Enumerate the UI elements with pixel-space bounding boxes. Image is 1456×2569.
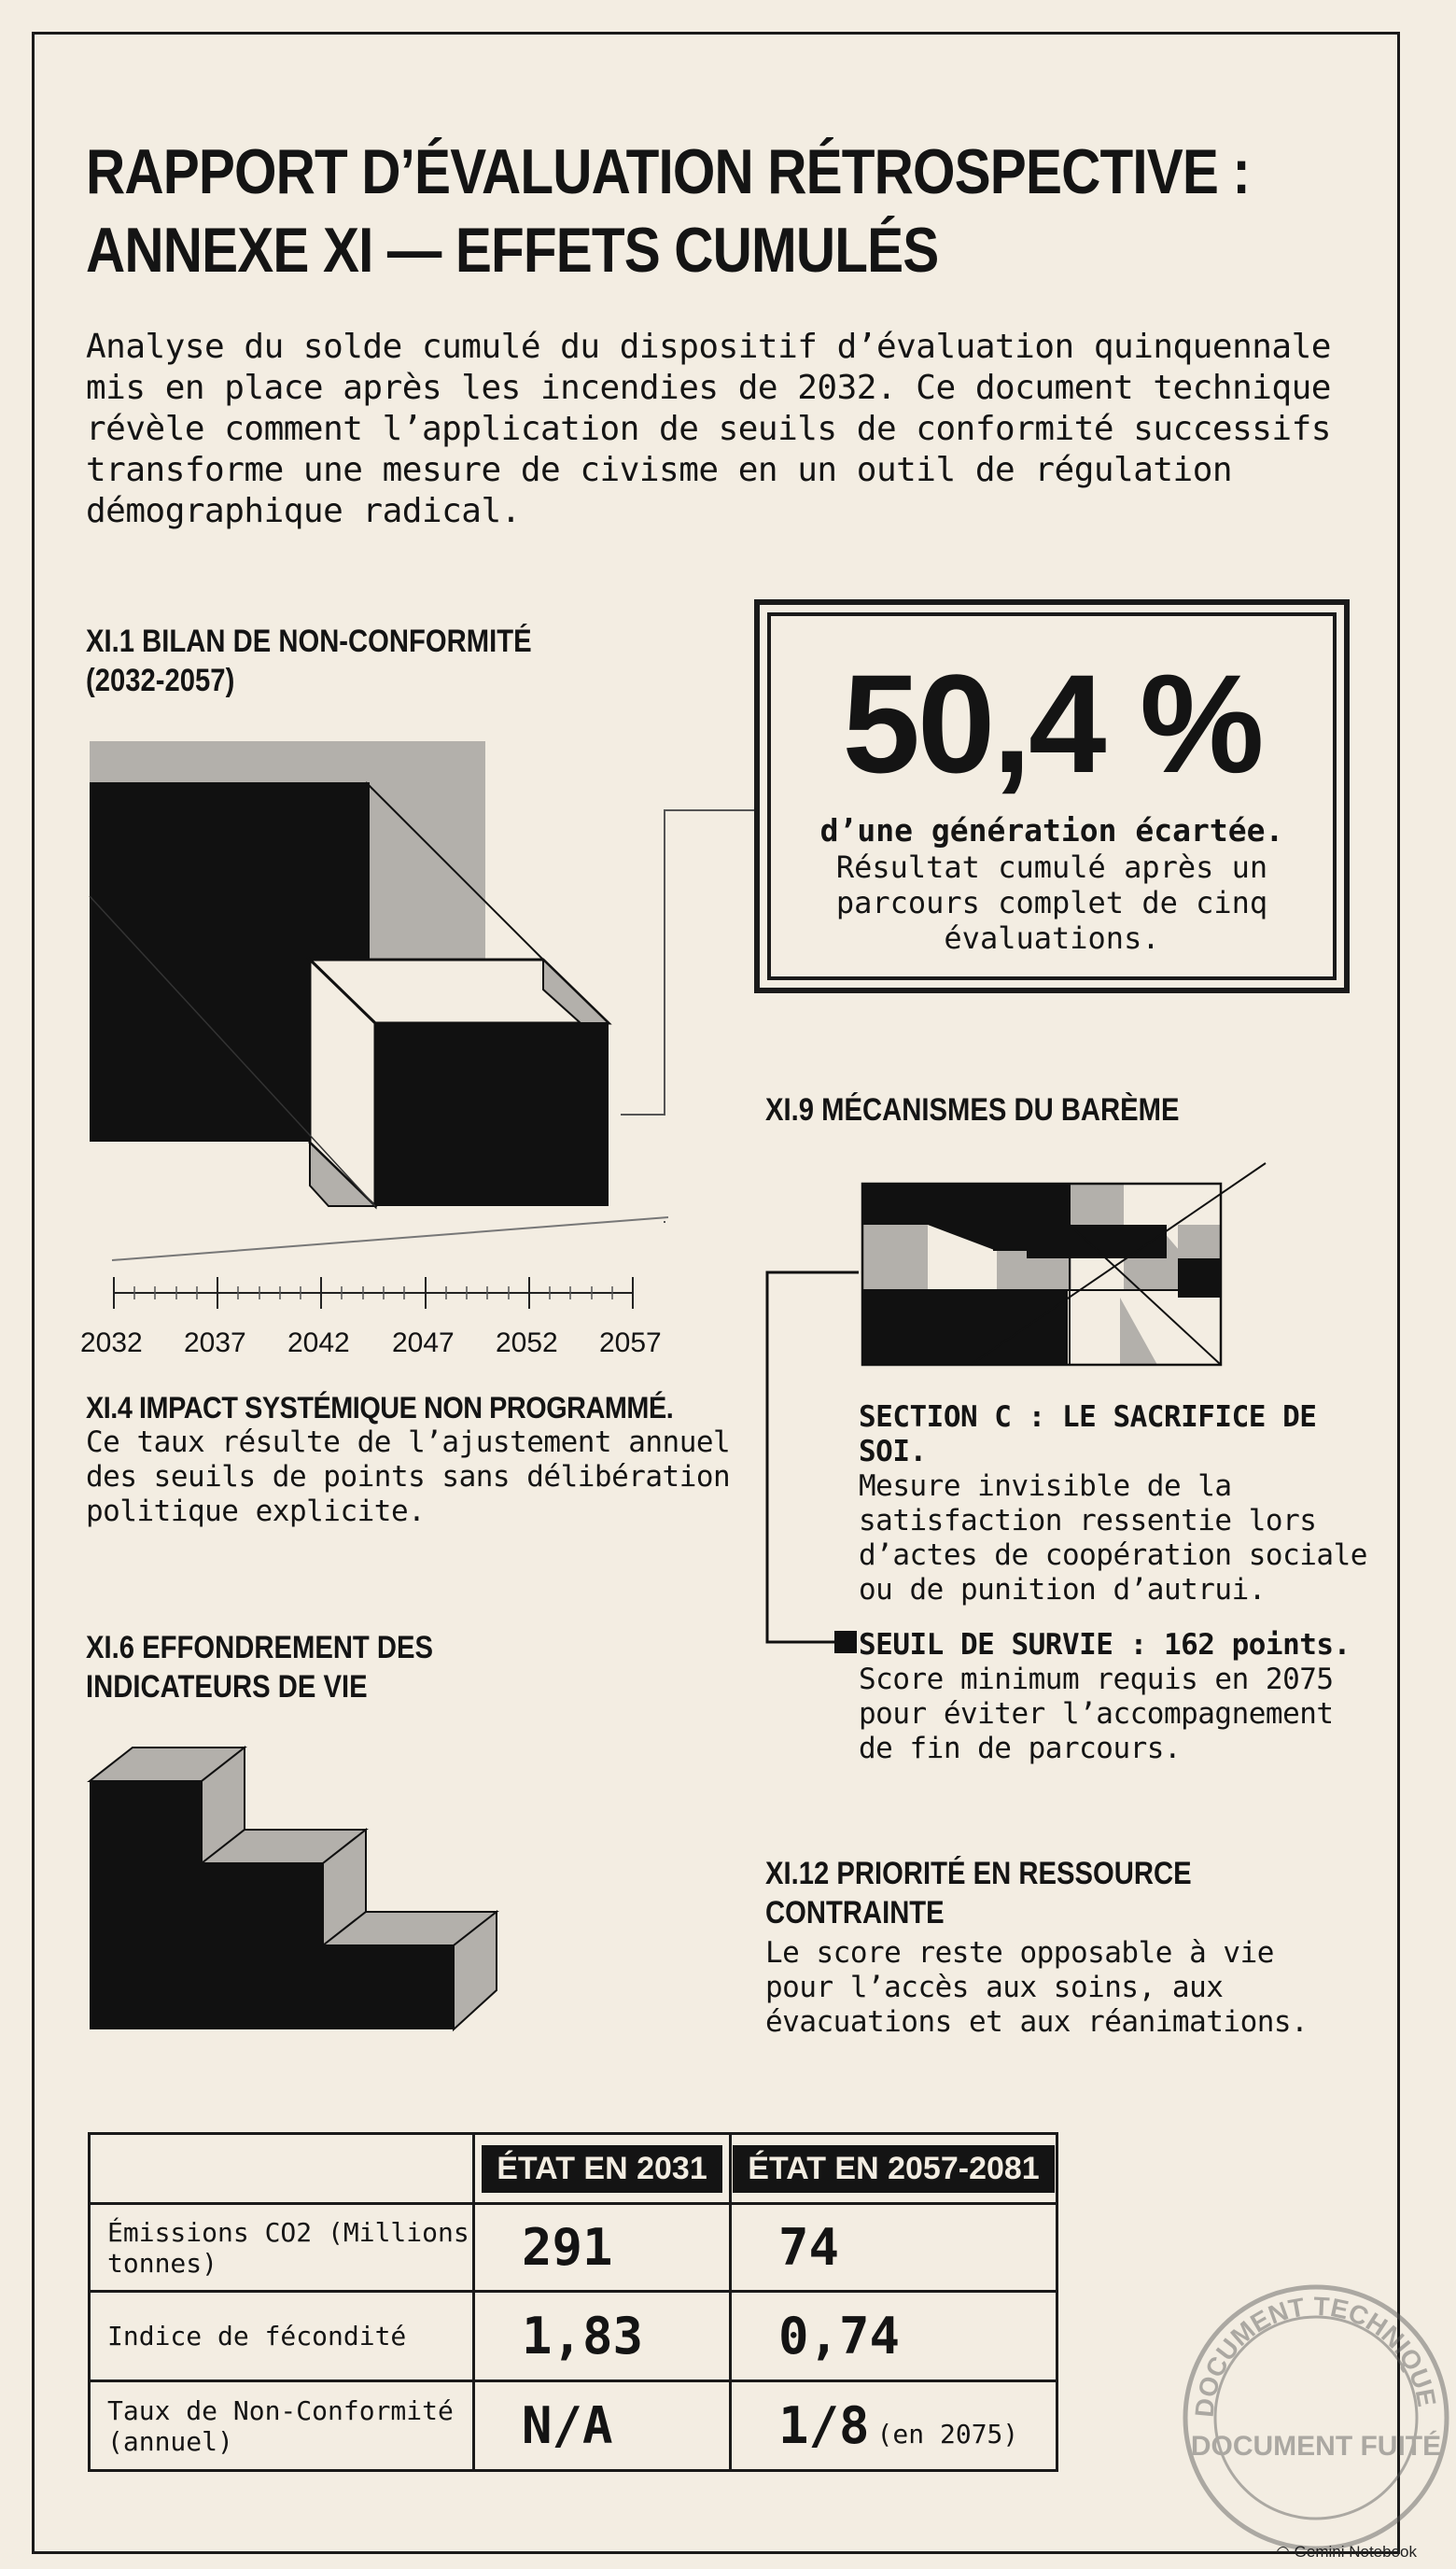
row-value-2057	[731, 2204, 1057, 2292]
timeline-year-2037: 2037	[184, 1327, 246, 1358]
title-line-1: RAPPORT D’ÉVALUATION RÉTROSPECTIVE :	[86, 136, 1251, 207]
xi9-title: XI.9 MÉCANISMES DU BARÈME	[765, 1092, 1180, 1128]
table-header-2: ÉTAT EN 2057-2081	[733, 2145, 1054, 2193]
table-header-2057	[731, 2134, 1057, 2204]
intro-paragraph: Analyse du solde cumulé du dispositif d’évaluation quinquennale mis en place après les incendies de 2032. Ce document technique révèle comment l’application de seuils de conformité successifs transforme une mesure de civisme en un outil de régulation démographique radical.	[86, 328, 1331, 530]
timeline-year-2057: 2057	[599, 1327, 662, 1358]
xi4-title: XI.4 IMPACT SYSTÉMIQUE NON PROGRAMMÉ.	[86, 1391, 674, 1425]
stamp-center-text: DOCUMENT FUITÉ	[1190, 2431, 1442, 2462]
row-label-emissions: Émissions CO2 (Millions tonnes)	[90, 2204, 474, 2292]
row-value-2031: N/A	[474, 2381, 731, 2471]
stat-caption: Résultat cumulé après un parcours complet de cinq évaluations.	[835, 849, 1268, 956]
brand-mark	[1276, 2543, 1417, 2562]
seuil-block	[859, 1628, 1381, 1766]
connector-lines	[616, 803, 765, 1270]
section-c-block	[859, 1400, 1381, 1607]
row-value-2057	[731, 2381, 1057, 2471]
xi4-body: Ce taux résulte de l’ajustement annuel des seuils de points sans délibération politique explicite.	[86, 1425, 731, 1528]
timeline-year-2047: 2047	[392, 1327, 455, 1358]
section-c-title: SECTION C : LE SACRIFICE DE SOI.	[859, 1400, 1317, 1468]
xi12-body: Le score reste opposable à vie pour l’accès aux soins, aux évacuations et aux réanimations.	[765, 1936, 1309, 2039]
xi12-title: XI.12 PRIORITÉ EN RESSOURCE CONTRAINTE	[765, 1856, 1192, 1930]
row-label-fecondite: Indice de fécondité	[90, 2292, 474, 2381]
timeline-axis	[103, 1270, 644, 1316]
table-header-1: ÉTAT EN 2031	[482, 2145, 721, 2193]
xi1-title: XI.1 BILAN DE NON-CONFORMITÉ (2032-2057)	[86, 624, 532, 698]
stairs-graphic	[86, 1744, 506, 2038]
row-value-2057-text: 1/8	[778, 2396, 870, 2455]
stat-box	[754, 599, 1350, 993]
table-header-2031	[474, 2134, 731, 2204]
timeline-year-2052: 2052	[496, 1327, 558, 1358]
xi12-block	[765, 1854, 1344, 2040]
timeline-year-2032: 2032	[80, 1327, 143, 1358]
bareme-graphic	[859, 1158, 1269, 1372]
xi6-title-text: XI.6 EFFONDREMENT DES INDICATEURS DE VIE	[86, 1630, 434, 1705]
timeline-year-2042: 2042	[287, 1327, 350, 1358]
table-header-empty	[90, 2134, 474, 2204]
row-value-2031: 1,83	[474, 2292, 731, 2381]
cube-graphic	[86, 737, 627, 1214]
table-row	[90, 2204, 1057, 2292]
title-line-2: ANNEXE XI — EFFETS CUMULÉS	[86, 215, 939, 286]
svg-text:DOCUMENT TECHNIQUE	[1190, 2292, 1442, 2419]
row-value-2057-text: 0,74	[778, 2307, 901, 2365]
stat-box-inner	[767, 612, 1337, 980]
seuil-body: Score minimum requis en 2075 pour éviter l’accompagnement de fin de parcours.	[859, 1663, 1334, 1765]
stat-caption-bold: d’une génération écartée.	[819, 812, 1284, 849]
row-value-2031: 291	[474, 2204, 731, 2292]
seuil-title: SEUIL DE SURVIE : 162 points.	[859, 1628, 1351, 1662]
row-value-2057	[731, 2292, 1057, 2381]
brand-text: Gemini Notebook	[1294, 2543, 1417, 2561]
bracket-line	[756, 1265, 859, 1657]
timeline-connector	[103, 1214, 681, 1270]
row-label-non-conformite: Taux de Non-Conformité (annuel)	[90, 2381, 474, 2471]
row-value-2057-text: 74	[778, 2218, 840, 2277]
xi6-title	[86, 1628, 503, 1706]
section-c-body: Mesure invisible de la satisfaction ressentie lors d’actes de coopération sociale ou de punition d’autrui.	[859, 1469, 1367, 1607]
row-note: (en 2075)	[876, 2419, 1019, 2450]
table-row	[90, 2292, 1057, 2381]
comparison-table	[88, 2132, 1058, 2472]
stat-value: 50,4 %	[842, 645, 1262, 802]
brand-icon: ◠	[1276, 2543, 1290, 2561]
table-header-row	[90, 2134, 1057, 2204]
page-title	[86, 133, 1251, 289]
xi4-block	[86, 1391, 739, 1529]
table-row	[90, 2381, 1057, 2471]
stamp-ring-text: DOCUMENT TECHNIQUE	[1189, 2291, 1442, 2419]
stamp-graphic	[1176, 2278, 1456, 2558]
